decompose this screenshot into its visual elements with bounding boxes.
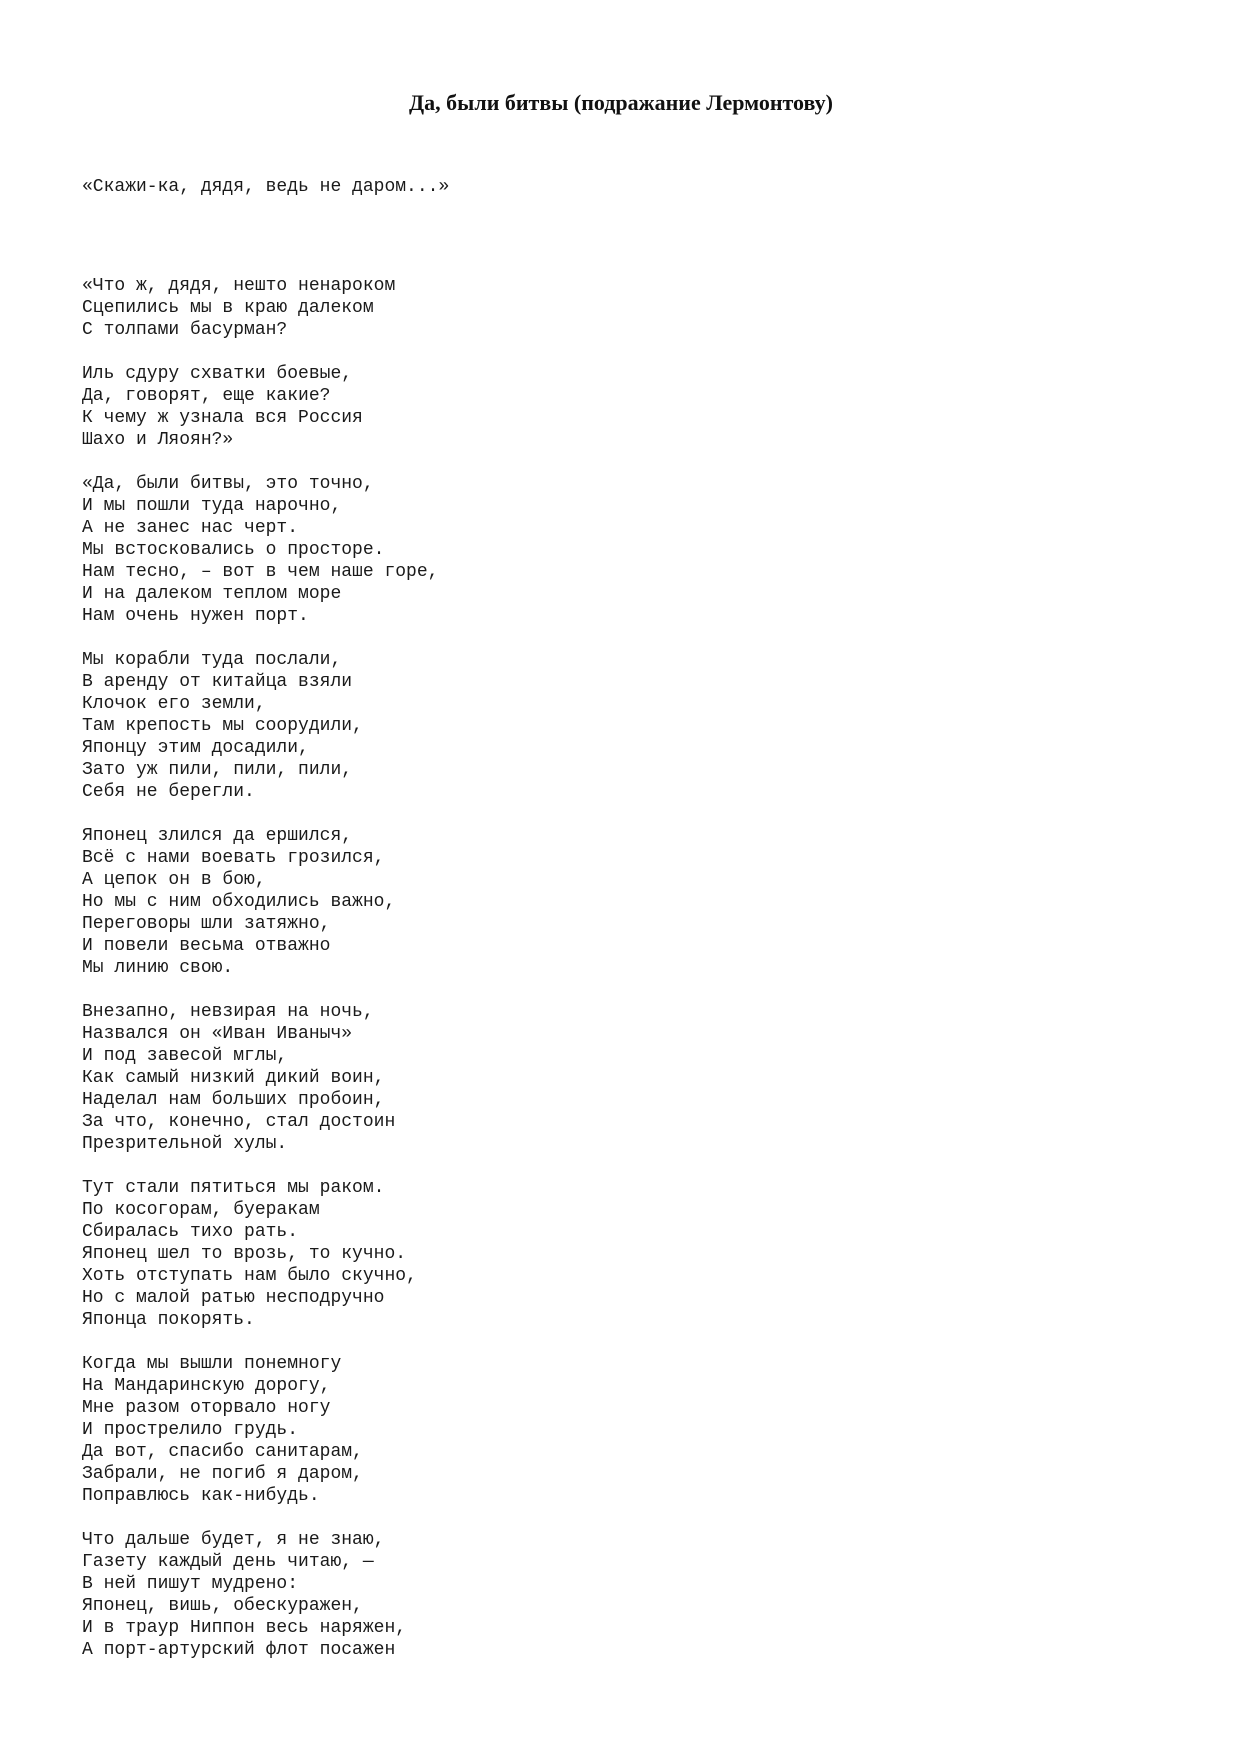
poem-line: Как самый низкий дикий воин, — [82, 1068, 385, 1088]
stanza — [82, 1353, 1182, 1507]
stanza — [82, 473, 1182, 627]
poem-line: Внезапно, невзирая на ночь, — [82, 1002, 374, 1022]
poem-line: Там крепость мы соорудили, — [82, 716, 363, 736]
poem-line: Иль сдуру схватки боевые, — [82, 364, 353, 384]
poem-line: Забрали, не погиб я даром, — [82, 1464, 363, 1484]
poem-line: Переговоры шли затяжно, — [82, 914, 331, 934]
poem-line: Японец шел то врозь, то кучно. — [82, 1244, 407, 1264]
poem-line: А цепок он в бою, — [82, 870, 266, 890]
poem-line: Но мы с ним обходились важно, — [82, 892, 396, 912]
poem-line: Клочок его земли, — [82, 694, 266, 714]
poem-line: Мне разом оторвало ногу — [82, 1398, 331, 1418]
poem-line: И прострелило грудь. — [82, 1420, 299, 1440]
poem-line: Когда мы вышли понемногу — [82, 1354, 342, 1374]
poem-body — [82, 275, 1182, 1683]
stanza — [82, 1001, 1182, 1155]
document-title: Да, были битвы (подражание Лермонтову) — [409, 90, 833, 115]
poem-line: В аренду от китайца взяли — [82, 672, 353, 692]
poem-line: Сцепились мы в краю далеком — [82, 298, 374, 318]
poem-line: А порт-артурский флот посажен — [82, 1640, 396, 1660]
stanza — [82, 1177, 1182, 1331]
poem-line: В ней пишут мудрено: — [82, 1574, 299, 1594]
poem-line: И на далеком теплом море — [82, 584, 342, 604]
stanza — [82, 825, 1182, 979]
poem-line: Что дальше будет, я не знаю, — [82, 1530, 385, 1550]
poem-line: На Мандаринскую дорогу, — [82, 1376, 331, 1396]
poem-line: Газету каждый день читаю, — — [82, 1552, 374, 1572]
poem-line: А не занес нас черт. — [82, 518, 299, 538]
stanza — [82, 363, 1182, 451]
poem-line: С толпами басурман? — [82, 320, 288, 340]
poem-line: И в траур Ниппон весь наряжен, — [82, 1618, 407, 1638]
poem-line: «Что ж, дядя, нешто ненароком — [82, 276, 396, 296]
poem-line: Но с малой ратью несподручно — [82, 1288, 385, 1308]
poem-line: Поправлюсь как-нибудь. — [82, 1486, 320, 1506]
epigraph: «Скажи-ка, дядя, ведь не даром...» — [82, 177, 450, 197]
poem-line: По косогорам, буеракам — [82, 1200, 320, 1220]
poem-line: Японец злился да ершился, — [82, 826, 353, 846]
poem-line: Всё с нами воевать грозился, — [82, 848, 385, 868]
poem-line: Мы корабли туда послали, — [82, 650, 342, 670]
poem-line: Да, говорят, еще какие? — [82, 386, 331, 406]
poem-line: К чему ж узнала вся Россия — [82, 408, 363, 428]
poem-line: Нам тесно, – вот в чем наше горе, — [82, 562, 439, 582]
poem-line: Японец, вишь, обескуражен, — [82, 1596, 363, 1616]
poem-line: Хоть отступать нам было скучно, — [82, 1266, 417, 1286]
poem-line: Японца покорять. — [82, 1310, 255, 1330]
poem-line: Японцу этим досадили, — [82, 738, 309, 758]
poem-line: Шахо и Ляоян?» — [82, 430, 234, 450]
stanza — [82, 649, 1182, 803]
stanza — [82, 1529, 1182, 1661]
poem-line: Тут стали пятиться мы раком. — [82, 1178, 385, 1198]
poem-line: И мы пошли туда нарочно, — [82, 496, 342, 516]
poem-line: Презрительной хулы. — [82, 1134, 288, 1154]
poem-line: И повели весьма отважно — [82, 936, 331, 956]
poem-line: Да вот, спасибо санитарам, — [82, 1442, 363, 1462]
poem-line: Себя не берегли. — [82, 782, 255, 802]
poem-line: Мы линию свою. — [82, 958, 234, 978]
poem-line: Назвался он «Иван Иваныч» — [82, 1024, 353, 1044]
poem-line: И под завесой мглы, — [82, 1046, 288, 1066]
poem-line: Сбиралась тихо рать. — [82, 1222, 299, 1242]
poem-line: Мы встосковались о просторе. — [82, 540, 385, 560]
poem-line: Нам очень нужен порт. — [82, 606, 309, 626]
poem-line: За что, конечно, стал достоин — [82, 1112, 396, 1132]
stanza — [82, 275, 1182, 341]
poem-line: Наделал нам больших пробоин, — [82, 1090, 385, 1110]
poem-line: «Да, были битвы, это точно, — [82, 474, 374, 494]
poem-line: Зато уж пили, пили, пили, — [82, 760, 353, 780]
